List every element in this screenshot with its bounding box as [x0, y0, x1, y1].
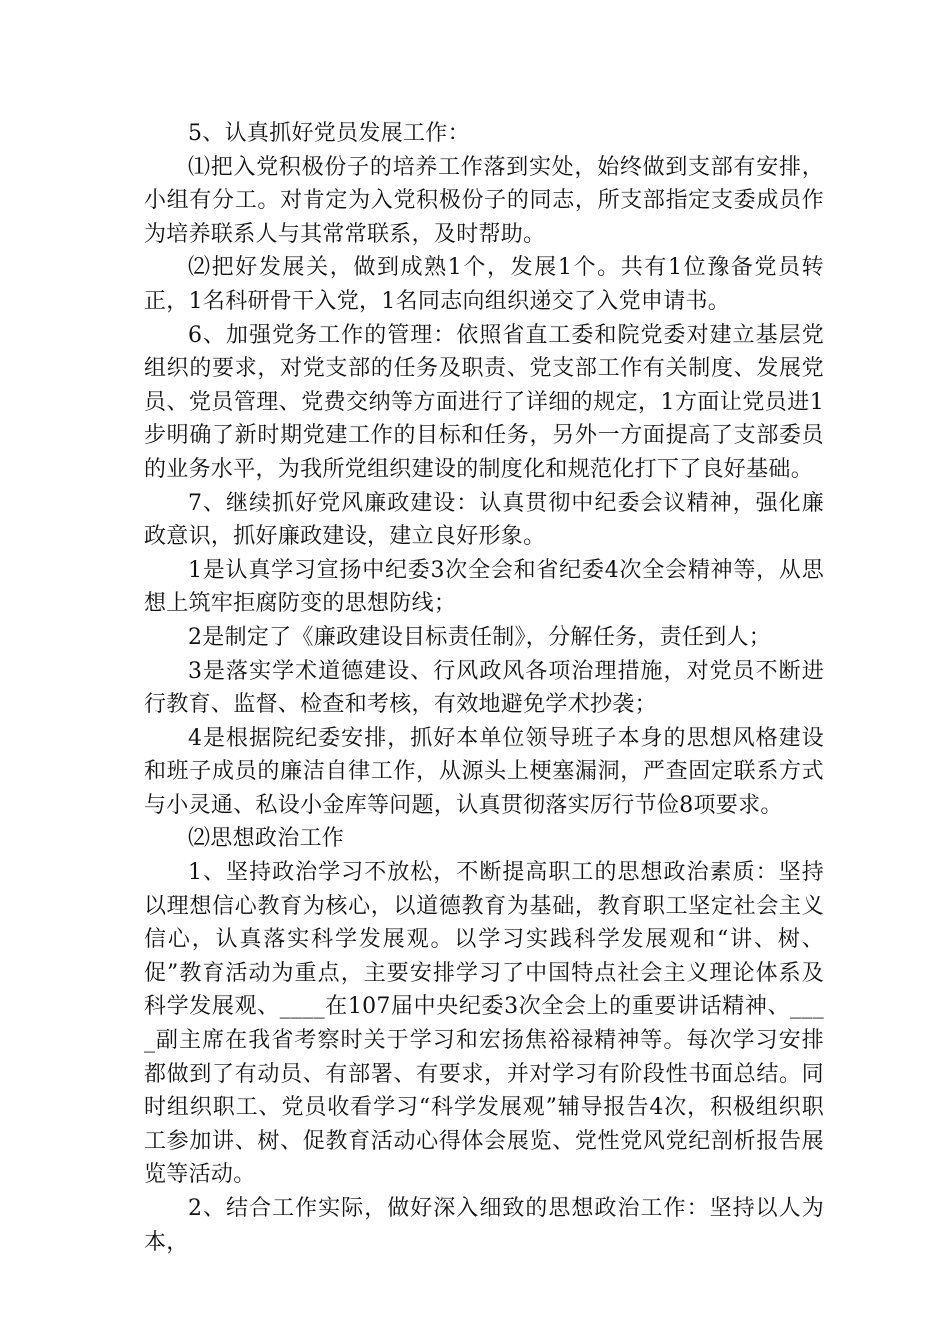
paragraph-political-study: 1、坚持政治学习不放松，不断提高职工的思想政治素质：坚持以理想信心教育为核心，以道德教育为基础，教育职工坚定社会主义信心，认真落实科学发展观。以学习实践科学发展观和“讲、树、促”教育活动为重点，主要安排学习了中国特点社会主义理论体系及科学发展观、____在107届中央纪委3次全会上的重要讲话精神、____副主席在我省考察时关于学习和宏扬焦裕禄精神等。每次学习安排都做到了有动员、有部署、有要求，并对学习有阶段性书面总结。同时组织职工、党员收看学习“科学发展观”辅导报告4次，积极组织职工参加讲、树、促教育活动心得体会展览、党性党风党纪剖析报告展览等活动。: [144, 860, 824, 1188]
paragraph-clean-governance: 7、继续抓好党风廉政建设：认真贯彻中纪委会议精神，强化廉政意识，抓好廉政建设，建立良好形象。: [144, 490, 824, 550]
paragraph-work-practice: 2、结合工作实际，做好深入细致的思想政治工作：坚持以人为本，: [144, 1196, 824, 1255]
section-heading-ideological-work: ⑵思想政治工作: [188, 826, 345, 852]
paragraph-item-2: 2是制定了《廉政建设目标责任制》，分解任务，责任到人；: [188, 624, 772, 650]
paragraph-activist-training: ⑴把入党积极份子的培养工作落到实处，始终做到支部有安排，小组有分工。对肯定为入党积极份子的同志，所支部指定支委成员作为培养联系人与其常常联系，及时帮助。: [144, 154, 824, 247]
paragraph-item-1: 1是认真学习宣扬中纪委3次全会和省纪委4次全会精神等，从思想上筑牢拒腐防变的思想防线；: [144, 557, 824, 617]
paragraph-item-4: 4是根据院纪委安排，抓好本单位领导班子本身的思想风格建设和班子成员的廉洁自律工作，从源头上梗塞漏洞，严查固定联系方式与小灵通、私设小金库等问题，认真贯彻落实厉行节俭8项要求。: [144, 725, 824, 818]
paragraph-party-affairs-management: 6、加强党务工作的管理：依照省直工委和院党委对建立基层党组织的要求，对党支部的任务及职责、党支部工作有关制度、发展党员、党员管理、党费交纳等方面进行了详细的规定，1方面让党员进1步明确了新时期党建工作的目标和任务，另外一方面提高了支部委员的业务水平，为我所党组织建设的制度化和规范化打下了良好基础。: [144, 322, 824, 482]
document-body: [144, 117, 824, 1259]
paragraph-development-gate: ⑵把好发展关，做到成熟1个，发展1个。共有1位豫备党员转正，1名科研骨干入党，1名同志向组织递交了入党申请书。: [144, 255, 824, 314]
paragraph-party-member-development: 5、认真抓好党员发展工作：: [188, 121, 470, 146]
paragraph-item-3: 3是落实学术道德建设、行风政风各项治理措施，对党员不断进行教育、监督、检查和考核，有效地避免学术抄袭；: [144, 658, 824, 718]
